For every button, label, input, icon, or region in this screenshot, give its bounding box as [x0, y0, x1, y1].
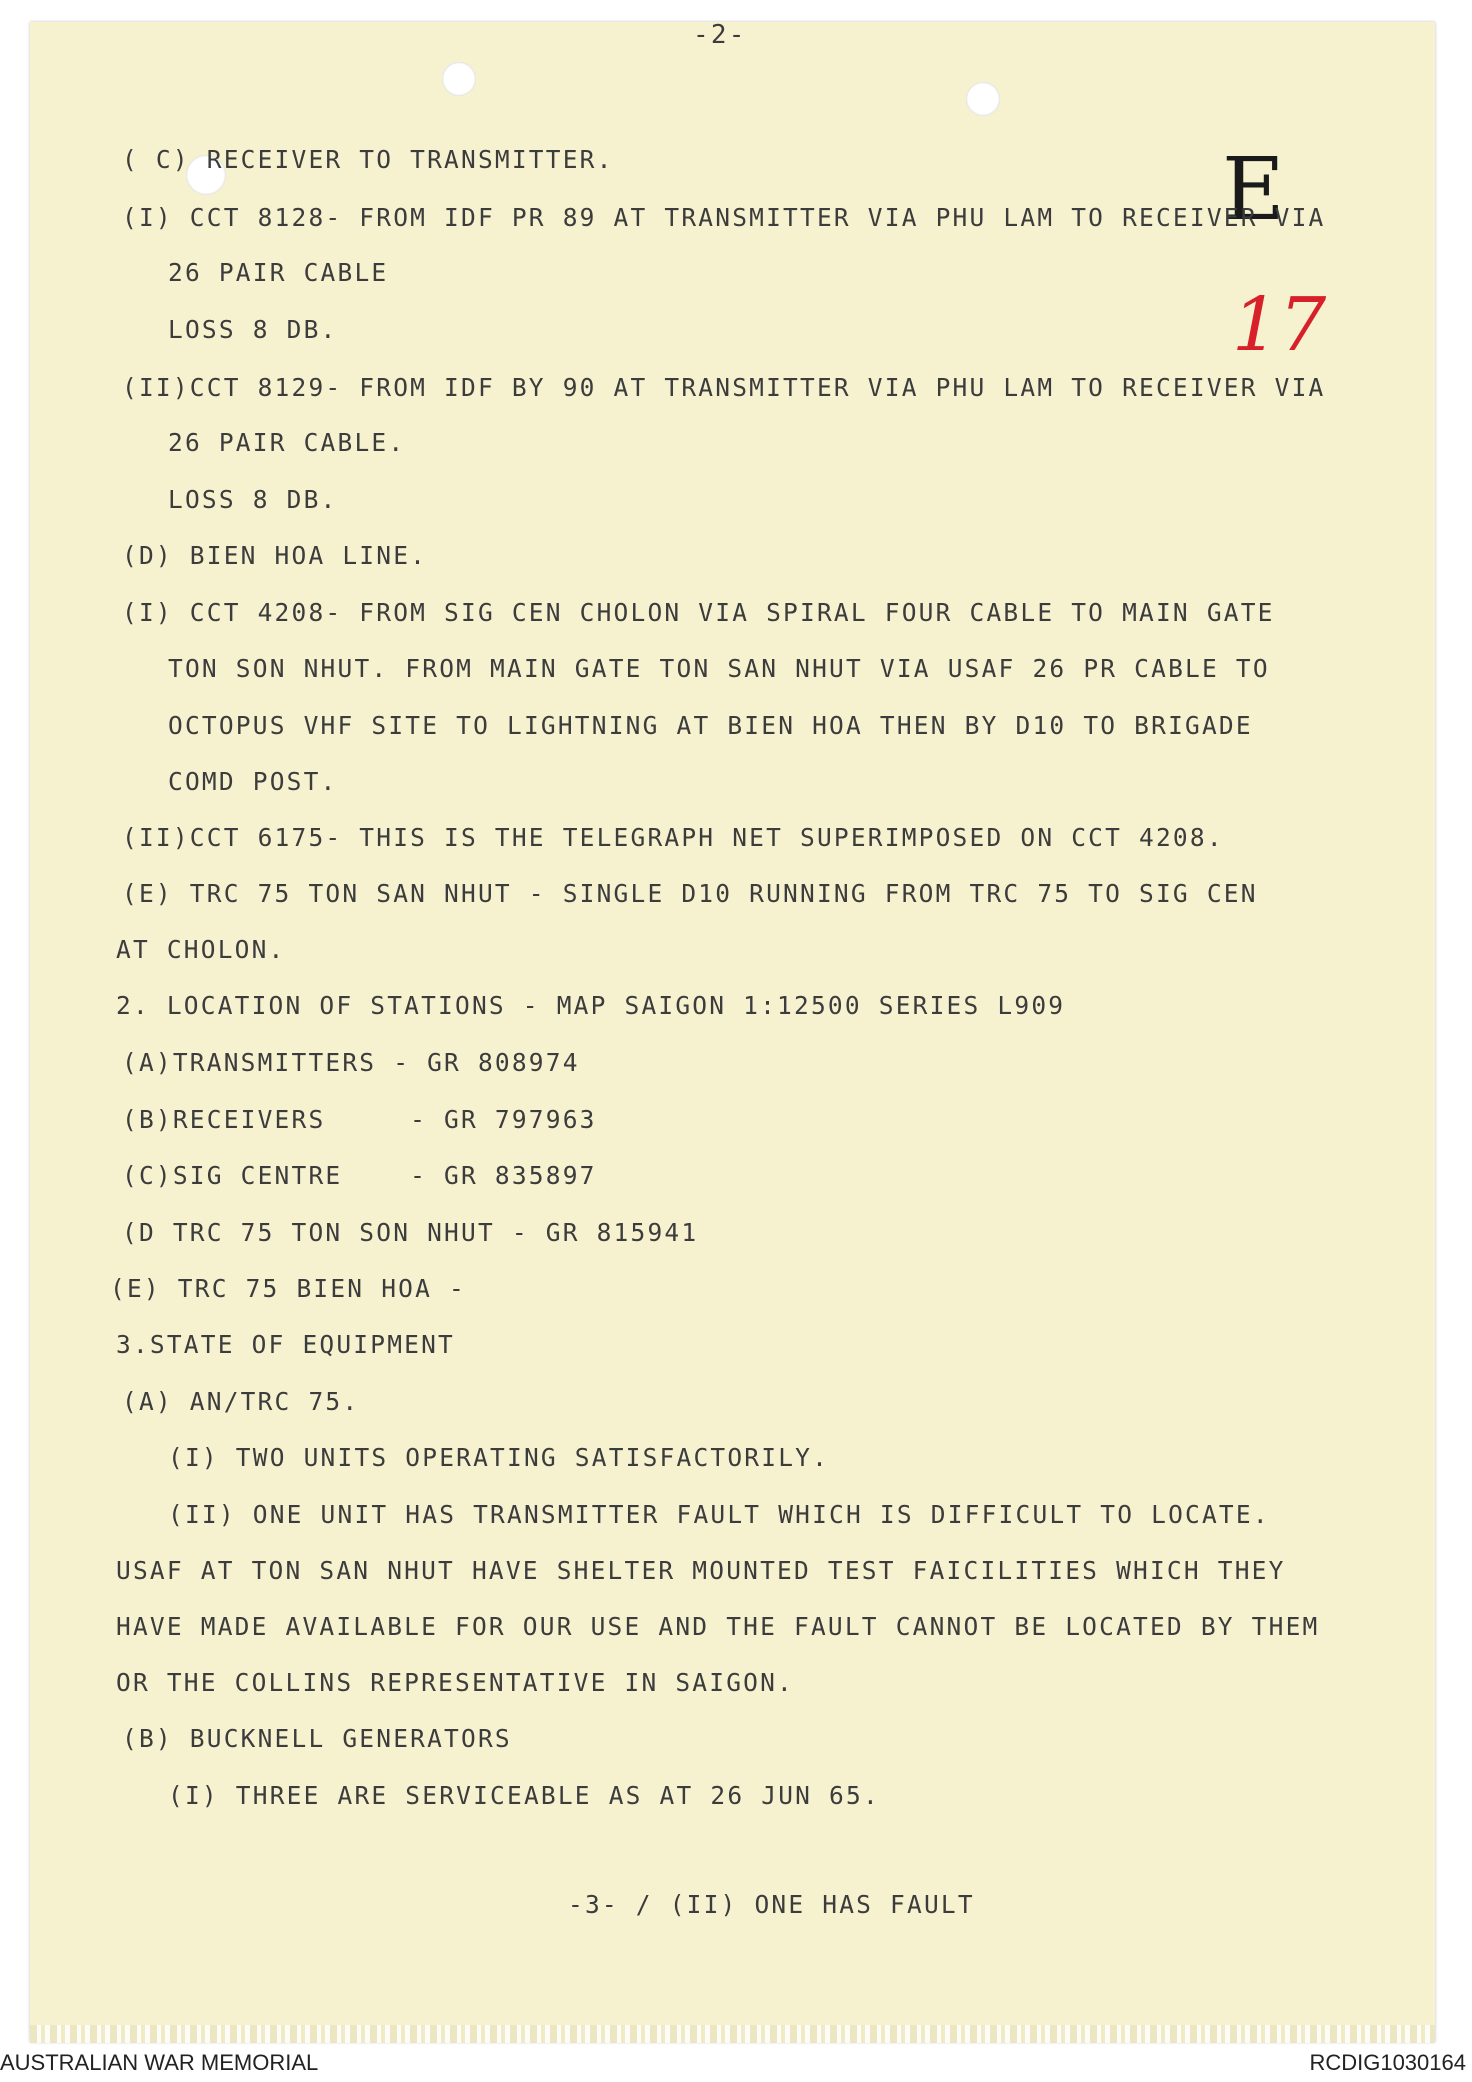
- typed-line: 2. LOCATION OF STATIONS - MAP SAIGON 1:12500 SERIES L909: [116, 991, 1066, 1020]
- typed-line: ( C) RECEIVER TO TRANSMITTER.: [122, 145, 614, 174]
- typed-line: (I) TWO UNITS OPERATING SATISFACTORILY.: [168, 1443, 830, 1472]
- typed-line: (D TRC 75 TON SON NHUT - GR 815941: [122, 1218, 699, 1247]
- typed-line: (II) ONE UNIT HAS TRANSMITTER FAULT WHICH IS DIFFICULT TO LOCATE.: [168, 1500, 1270, 1529]
- typed-line: (E) TRC 75 BIEN HOA -: [110, 1274, 466, 1303]
- typed-line: (II)CCT 8129- FROM IDF BY 90 AT TRANSMITTER VIA PHU LAM TO RECEIVER VIA: [122, 373, 1326, 402]
- typed-line: (A) AN/TRC 75.: [122, 1387, 360, 1416]
- typed-line: USAF AT TON SAN NHUT HAVE SHELTER MOUNTED TEST FAICILITIES WHICH THEY: [116, 1556, 1286, 1585]
- footer-archive-name: AUSTRALIAN WAR MEMORIAL: [0, 2050, 319, 2075]
- typed-line: OR THE COLLINS REPRESENTATIVE IN SAIGON.: [116, 1668, 795, 1697]
- typed-line: TON SON NHUT. FROM MAIN GATE TON SAN NHUT VIA USAF 26 PR CABLE TO: [168, 654, 1270, 683]
- typed-line: (II)CCT 6175- THIS IS THE TELEGRAPH NET SUPERIMPOSED ON CCT 4208.: [122, 823, 1224, 852]
- typed-line: LOSS 8 DB.: [168, 485, 338, 514]
- handwritten-letter-annotation: E: [1222, 140, 1285, 240]
- punch-hole: [966, 82, 1000, 116]
- typed-line: (D) BIEN HOA LINE.: [122, 541, 428, 570]
- typed-line: OCTOPUS VHF SITE TO LIGHTNING AT BIEN HOA THEN BY D10 TO BRIGADE: [168, 711, 1253, 740]
- typed-line: AT CHOLON.: [116, 935, 286, 964]
- typed-line: (E) TRC 75 TON SAN NHUT - SINGLE D10 RUNNING FROM TRC 75 TO SIG CEN: [122, 879, 1258, 908]
- typed-line: 3.STATE OF EQUIPMENT: [116, 1330, 456, 1359]
- typed-line: -3- / (II) ONE HAS FAULT: [568, 1890, 975, 1919]
- typed-line: (I) CCT 8128- FROM IDF PR 89 AT TRANSMITTER VIA PHU LAM TO RECEIVER VIA: [122, 203, 1326, 232]
- typed-line: 26 PAIR CABLE.: [168, 428, 406, 457]
- typed-line: 26 PAIR CABLE: [168, 258, 389, 287]
- typed-line: (B) BUCKNELL GENERATORS: [122, 1724, 512, 1753]
- typed-line: (I) THREE ARE SERVICEABLE AS AT 26 JUN 65.: [168, 1781, 880, 1810]
- handwritten-folio-number: 17: [1232, 282, 1327, 368]
- typed-line: (A)TRANSMITTERS - GR 808974: [122, 1048, 580, 1077]
- typed-line: COMD POST.: [168, 767, 338, 796]
- typed-line: HAVE MADE AVAILABLE FOR OUR USE AND THE FAULT CANNOT BE LOCATED BY THEM: [116, 1612, 1320, 1641]
- paper-torn-edge: [30, 2025, 1435, 2043]
- typed-line: (I) CCT 4208- FROM SIG CEN CHOLON VIA SPIRAL FOUR CABLE TO MAIN GATE: [122, 598, 1275, 627]
- footer-archive-id: RCDIG1030164: [1309, 2050, 1466, 2075]
- typed-line: (B)RECEIVERS - GR 797963: [122, 1105, 597, 1134]
- punch-hole: [442, 62, 476, 96]
- typed-line: (C)SIG CENTRE - GR 835897: [122, 1161, 597, 1190]
- page-number: -2-: [693, 20, 747, 50]
- typed-line: LOSS 8 DB.: [168, 315, 338, 344]
